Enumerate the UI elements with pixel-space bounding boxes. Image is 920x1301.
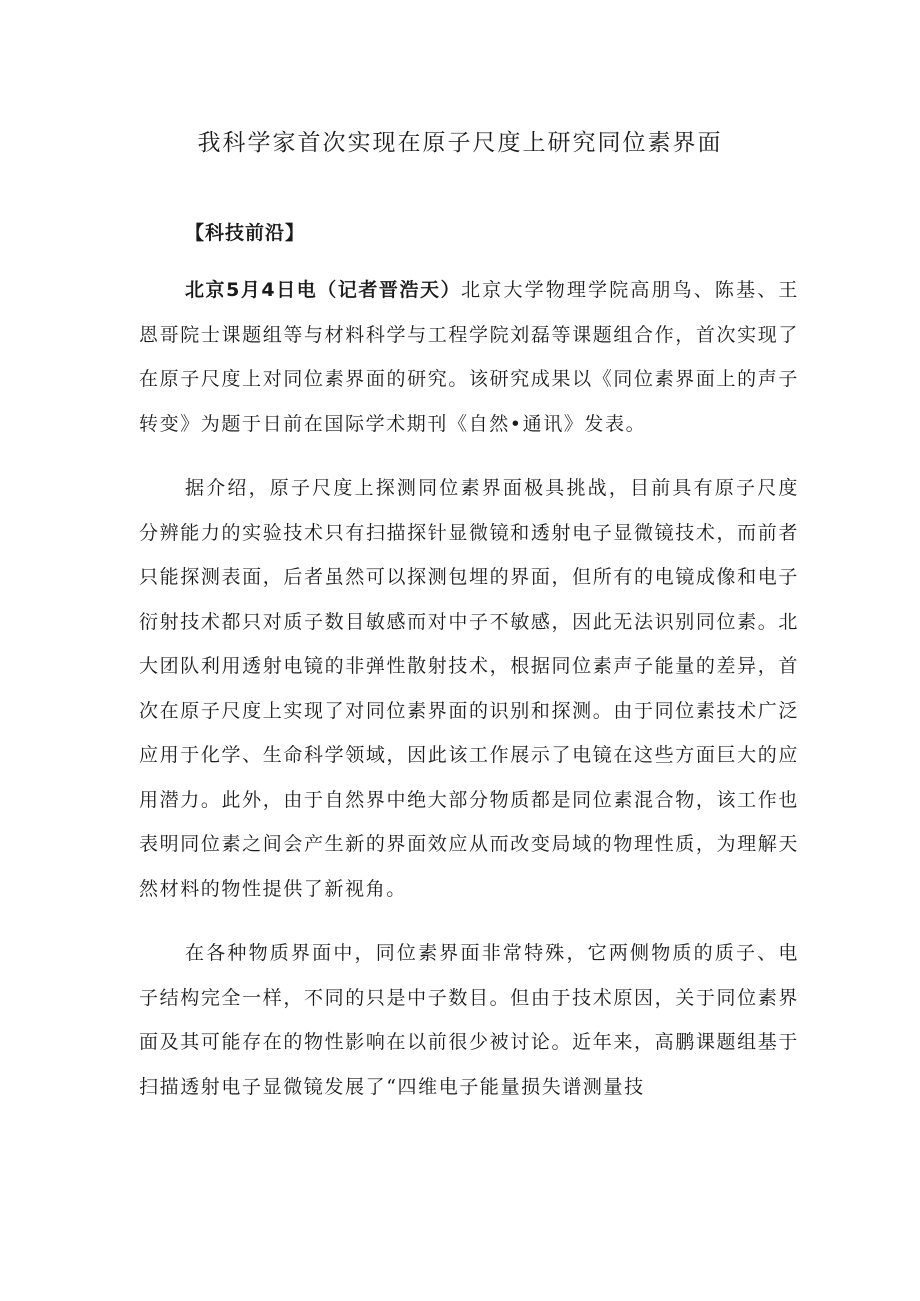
article-body bbox=[139, 218, 799, 1109]
paragraph-3: 在各种物质界面中，同位素界面非常特殊，它两侧物质的质子、电子结构完全一样，不同的只是中子数目。但由于技术原因，关于同位素界面及其可能存在的物性影响在以前很少被讨论。近年来，高鹏课题组基于扫描透射电子显微镜发展了“四维电子能量损失谱测量技 bbox=[139, 942, 799, 1098]
section-tag: 【科技前沿】 bbox=[185, 222, 306, 244]
paragraph-1 bbox=[139, 268, 799, 446]
dateline: 北京5月4日电（记者晋浩天） bbox=[185, 279, 462, 301]
article-title: 我科学家首次实现在原子尺度上研究同位素界面 bbox=[197, 130, 723, 156]
paragraph-2: 据介绍，原子尺度上探测同位素界面极具挑战，目前具有原子尺度分辨能力的实验技术只有扫描探针显微镜和透射电子显微镜技术，而前者只能探测表面，后者虽然可以探测包埋的界面，但所有的电镜成像和电子衍射技术都只对质子数目敏感而对中子不敏感，因此无法识别同位素。北大团队利用透射电镜的非弹性散射技术，根据同位素声子能量的差异，首次在原子尺度上实现了对同位素界面的识别和探测。由于同位素技术广泛应用于化学、生命科学领域，因此该工作展示了电镜在这些方面巨大的应用潜力。此外，由于自然界中绝大部分物质都是同位素混合物，该工作也表明同位素之间会产生新的界面效应从而改变局域的物理性质，为理解天然材料的物性提供了新视角。 bbox=[139, 477, 799, 900]
paragraph-1-text: 北京大学物理学院高朋鸟、陈基、王恩哥院士课题组等与材料科学与工程学院刘磊等课题组合作，首次实现了在原子尺度上对同位素界面的研究。该研究成果以《同位素界面上的声子转变》为题于日前在国际学术期刊《自然•通讯》发表。 bbox=[139, 279, 799, 435]
